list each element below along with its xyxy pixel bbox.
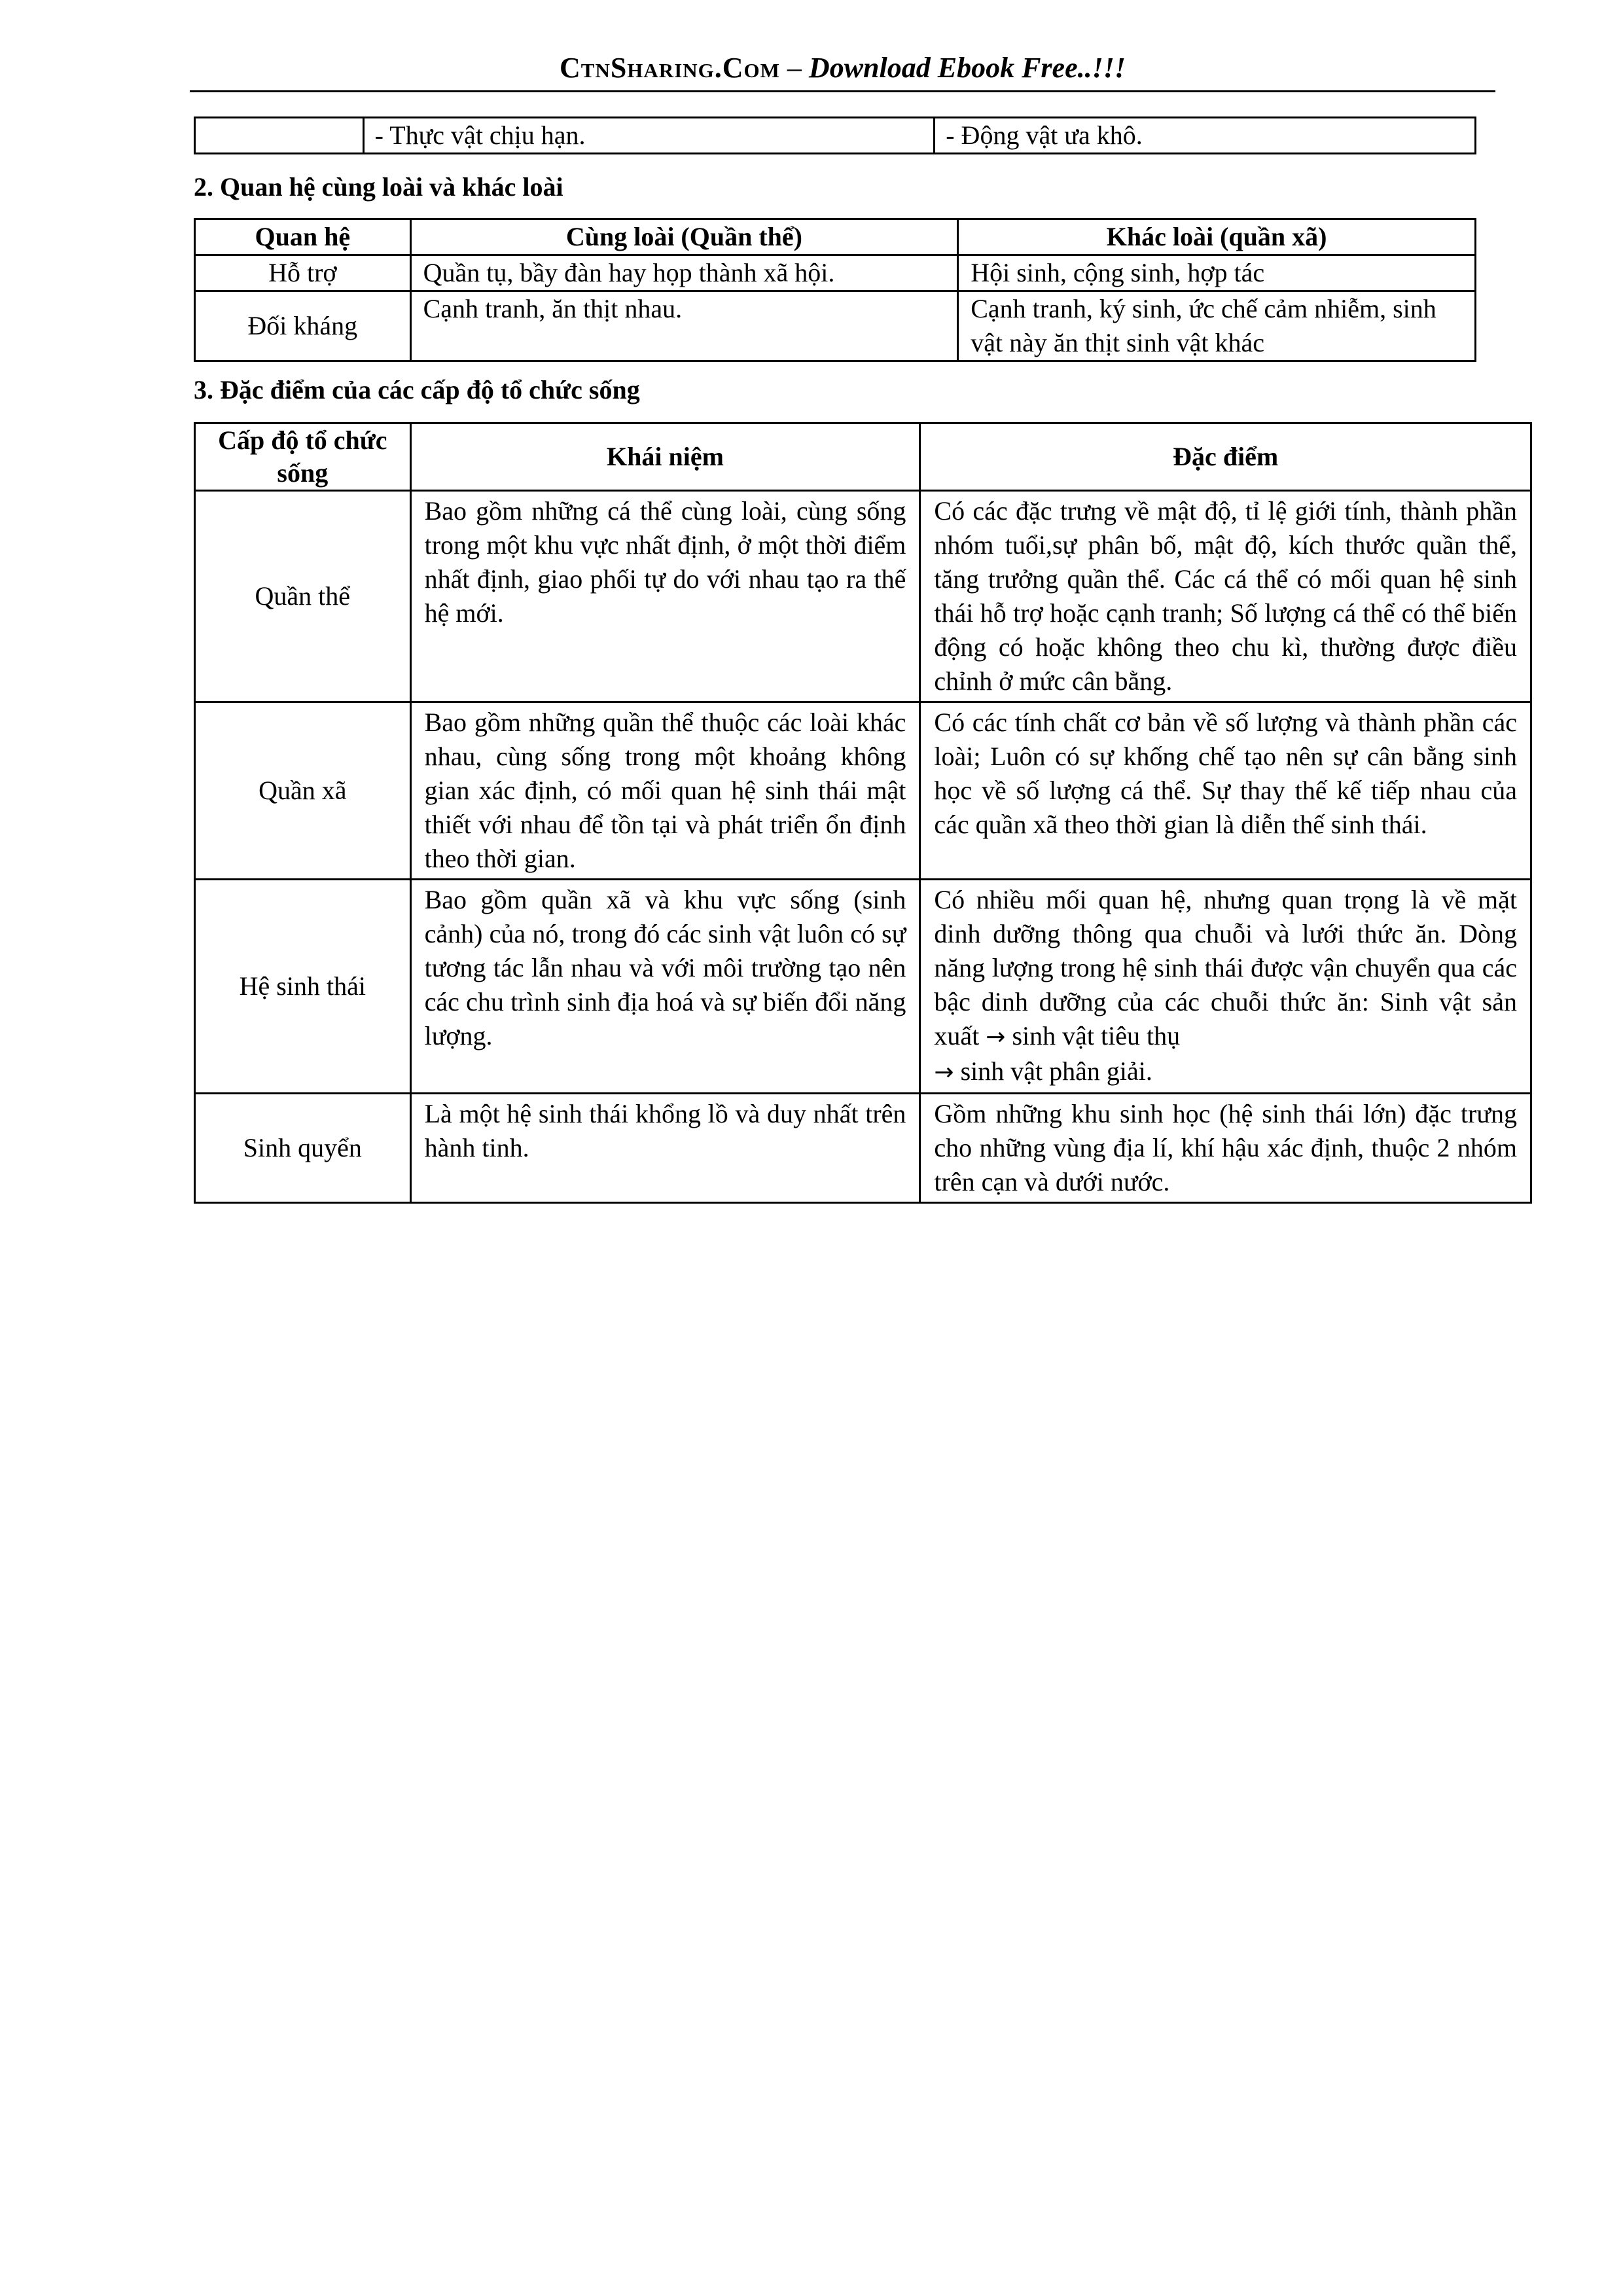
table-cell: [195, 118, 364, 154]
row-label: Quần thể: [195, 491, 411, 702]
features-text: sinh vật phân giải.: [960, 1056, 1152, 1086]
features-text: Có nhiều mối quan hệ, nhưng quan trọng là về mặt dinh dưỡng thông qua chuỗi và lưới thức ăn. Dòng năng lượng trong hệ sinh thái được vận chuyển qua các bậc dinh dưỡng của các chuỗi thức ăn: Sinh vật sản xuất: [934, 885, 1517, 1050]
table-cell: Có các tính chất cơ bản về số lượng và thành phần các loài; Luôn có sự khống chế tạo nên sự cân bằng sinh học về số lượng cá thể. Sự thay thế kế tiếp nhau của các quần xã theo thời gian là diễn thế sinh thái.: [920, 702, 1531, 880]
header-tagline: Download Ebook Free..!!!: [808, 52, 1126, 84]
table-cell: Có các đặc trưng về mật độ, tỉ lệ giới tính, thành phần nhóm tuổi,sự phân bố, mật độ, kích thước quần thể, tăng trưởng quần thể. Các cá thể có mối quan hệ sinh thái hỗ trợ hoặc cạnh tranh; Số lượng cá thể có thể biến động có hoặc không theo chu kì, thường được điều chỉnh ở mức cân bằng.: [920, 491, 1531, 702]
table-row: [195, 255, 1476, 291]
column-header: Đặc điểm: [920, 423, 1531, 491]
table-row: [195, 880, 1531, 1094]
relations-table: [194, 218, 1476, 362]
page-header: [190, 46, 1495, 90]
table-cell: Cạnh tranh, ăn thịt nhau.: [410, 291, 958, 361]
continuation-table: [194, 117, 1476, 154]
row-label: Quần xã: [195, 702, 411, 880]
table-cell: Cạnh tranh, ký sinh, ức chế cảm nhiễm, sinh vật này ăn thịt sinh vật khác: [958, 291, 1476, 361]
table-cell: Bao gồm quần xã và khu vực sống (sinh cảnh) của nó, trong đó các sinh vật luôn có sự tương tác lẫn nhau và với môi trường tạo nên các chu trình sinh địa hoá và sự biến đổi năng lượng.: [410, 880, 920, 1094]
section-heading-levels: 3. Đặc điểm của các cấp độ tổ chức sống: [194, 375, 640, 404]
column-header: Khái niệm: [410, 423, 920, 491]
right-arrow-icon: →: [934, 1059, 954, 1086]
table-cell: Bao gồm những quần thể thuộc các loài khác nhau, cùng sống trong một khoảng không gian xác định, có mối quan hệ sinh thái mật thiết với nhau để tồn tại và phát triển ổn định theo thời gian.: [410, 702, 920, 880]
column-header: Quan hệ: [195, 219, 411, 255]
table-row: [195, 1094, 1531, 1203]
table-cell: Gồm những khu sinh học (hệ sinh thái lớn) đặc trưng cho những vùng địa lí, khí hậu xác định, thuộc 2 nhóm trên cạn và dưới nước.: [920, 1094, 1531, 1203]
table-row: [195, 291, 1476, 361]
table-cell: Hội sinh, cộng sinh, hợp tác: [958, 255, 1476, 291]
row-label: Hỗ trợ: [195, 255, 411, 291]
table-cell: Là một hệ sinh thái khổng lồ và duy nhất trên hành tinh.: [410, 1094, 920, 1203]
features-text: sinh vật tiêu thụ: [1012, 1021, 1181, 1050]
column-header: Khác loài (quần xã): [958, 219, 1476, 255]
row-label: Đối kháng: [195, 291, 411, 361]
table-header-row: [195, 423, 1531, 491]
row-label: Hệ sinh thái: [195, 880, 411, 1094]
table-row: [195, 118, 1476, 154]
table-row: [195, 491, 1531, 702]
table-cell: [920, 880, 1531, 1094]
header-divider: [190, 90, 1495, 92]
table-header-row: [195, 219, 1476, 255]
table-cell: Quần tụ, bầy đàn hay họp thành xã hội.: [410, 255, 958, 291]
column-header: Cùng loài (Quần thể): [410, 219, 958, 255]
table-cell: - Thực vật chịu hạn.: [363, 118, 935, 154]
table-cell: Bao gồm những cá thể cùng loài, cùng sống trong một khu vực nhất định, ở một thời điểm nhất định, giao phối tự do với nhau tạo ra thế hệ mới.: [410, 491, 920, 702]
organization-levels-table: [194, 422, 1532, 1204]
header-separator: –: [779, 52, 809, 84]
table-row: [195, 702, 1531, 880]
section-heading-relations: 2. Quan hệ cùng loài và khác loài: [194, 172, 563, 202]
site-name: CtnSharing.Com: [560, 52, 780, 84]
row-label: Sinh quyển: [195, 1094, 411, 1203]
right-arrow-icon: →: [986, 1024, 1006, 1050]
table-cell: - Động vật ưa khô.: [935, 118, 1476, 154]
column-header: Cấp độ tổ chức sống: [195, 423, 411, 491]
